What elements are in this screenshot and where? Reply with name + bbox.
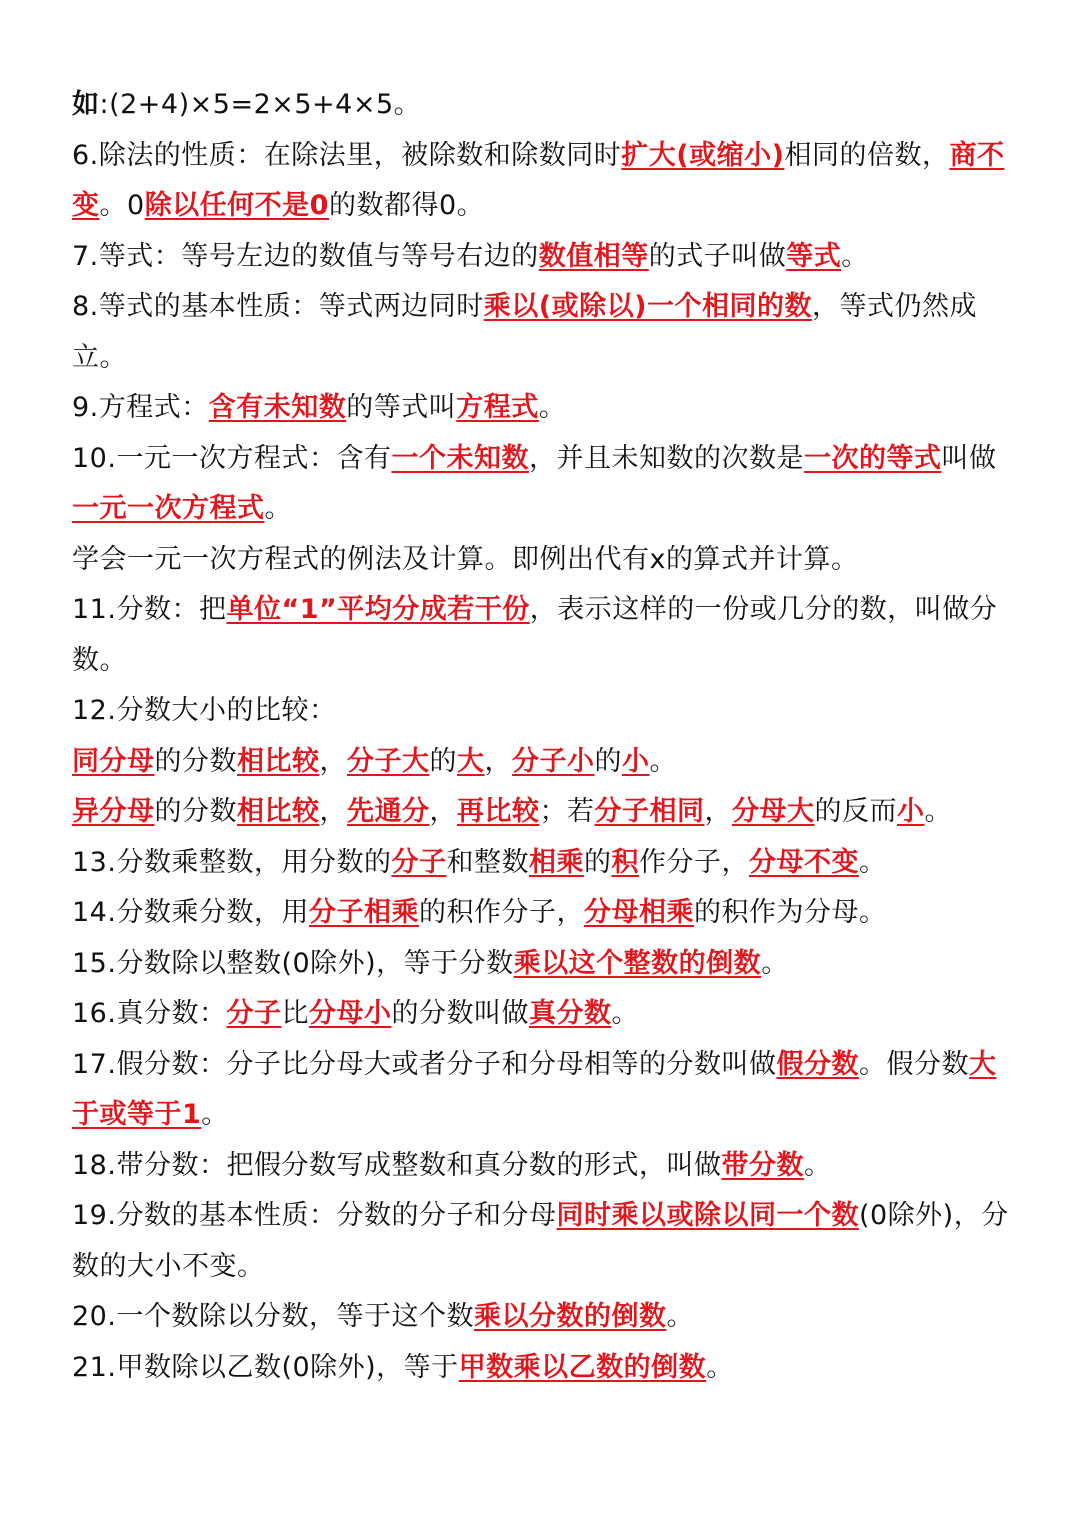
text-segment: 。 <box>611 998 639 1029</box>
text-segment: 8.等式的基本性质：等式两边同时 <box>72 291 484 322</box>
text-segment: 9.方程式： <box>72 392 209 423</box>
paragraph <box>72 131 1022 232</box>
text-segment: 。 <box>264 493 292 524</box>
highlighted-term: 分母小 <box>308 998 392 1029</box>
highlighted-term: 分子相同 <box>594 796 705 827</box>
text-segment: ， <box>704 796 732 827</box>
text-segment: 6.除法的性质：在除法里，被除数和除数同时 <box>72 139 622 171</box>
highlighted-term: 方程式 <box>456 392 539 423</box>
highlighted-term: 先通分 <box>347 796 430 827</box>
highlighted-term: 分母大 <box>732 796 815 827</box>
text-segment: 。假分数 <box>858 1048 969 1080</box>
paragraph <box>72 686 1022 737</box>
paragraph <box>72 1141 1022 1192</box>
text-segment: 的分数 <box>154 745 237 777</box>
text-segment: 。 <box>649 745 677 777</box>
highlighted-term: 分子 <box>226 998 282 1029</box>
highlighted-term: 假分数 <box>776 1048 859 1080</box>
paragraph <box>72 232 1022 283</box>
text-segment: 10.一元一次方程式：含有 <box>72 442 392 474</box>
text-segment: 。 <box>803 1149 832 1181</box>
text-segment: 的 <box>594 745 622 777</box>
paragraph <box>72 1343 1022 1394</box>
text-segment: 11.分数：把 <box>72 594 227 625</box>
text-segment: 18.带分数：把假分数写成整数和真分数的形式，叫做 <box>72 1149 722 1181</box>
text-segment: 14.分数乘分数，用 <box>72 897 309 928</box>
text-segment: 学会一元一次方程式的例法及计算。即例出代有x的算式并计算。 <box>72 543 859 575</box>
paragraph <box>72 1040 1022 1141</box>
text-segment: 。 <box>841 240 869 272</box>
highlighted-term: 小 <box>622 745 650 777</box>
text-segment: 17.假分数：分子比分母大或者分子和分母相等的分数叫做 <box>72 1048 777 1080</box>
paragraph <box>72 1191 1022 1292</box>
highlighted-term: 大于或等于1 <box>72 1048 997 1130</box>
text-segment: 的式子叫做 <box>648 240 787 272</box>
text-segment: ， <box>319 745 347 777</box>
text-segment: ；若 <box>539 796 595 827</box>
highlighted-term: 含有未知数 <box>208 392 347 423</box>
text-segment: 13.分数乘整数，用分数的 <box>72 846 392 878</box>
text-segment: 比 <box>281 998 309 1029</box>
highlighted-term: 一元一次方程式 <box>72 493 265 524</box>
paragraph <box>72 989 1022 1040</box>
highlighted-term: 分母相乘 <box>583 897 694 928</box>
paragraph <box>72 585 1022 686</box>
text-segment: 和整数 <box>446 846 529 878</box>
text-segment: 的分数叫做 <box>391 998 529 1029</box>
highlighted-term: 乘以(或除以)一个相同的数 <box>483 291 812 322</box>
text-segment: 的 <box>429 745 457 777</box>
highlighted-term: 异分母 <box>72 796 155 827</box>
text-segment: 20.一个数除以分数，等于这个数 <box>72 1301 474 1332</box>
highlighted-term: 单位“1”平均分成若干份 <box>226 594 530 625</box>
text-segment: 的等式叫 <box>346 392 457 423</box>
text-segment: 。 <box>706 1351 734 1383</box>
text-segment: 的反而 <box>814 796 897 827</box>
highlighted-term: 一个未知数 <box>391 442 529 474</box>
paragraph <box>72 838 1022 889</box>
highlighted-term: 等式 <box>786 240 842 272</box>
text-segment: 的数都得0。 <box>328 190 485 221</box>
highlighted-term: 甲数乘以乙数的倒数 <box>458 1351 707 1383</box>
highlighted-term: 扩大(或缩小) <box>621 139 785 171</box>
paragraph <box>72 535 1022 586</box>
text-segment: 如 <box>72 89 100 120</box>
text-segment: ，并且未知数的次数是 <box>528 442 804 474</box>
text-segment: 。 <box>666 1301 694 1332</box>
text-segment: 相同的倍数， <box>784 139 950 171</box>
text-segment: 21.甲数除以乙数(0除外)，等于 <box>72 1351 459 1383</box>
text-segment: (0除外)，分数的大小不变。 <box>72 1200 1009 1282</box>
text-segment: ，表示这样的一份或几分的数，叫做分数。 <box>72 594 998 676</box>
text-segment: 作分子， <box>638 846 749 878</box>
highlighted-term: 小 <box>897 796 925 827</box>
highlighted-term: 数值相等 <box>538 240 649 272</box>
text-segment: 19.分数的基本性质：分数的分子和分母 <box>72 1200 557 1231</box>
text-segment: 的 <box>583 846 612 878</box>
highlighted-term: 同分母 <box>72 745 155 777</box>
text-segment: 。 <box>201 1099 229 1130</box>
highlighted-term: 分子相乘 <box>308 897 419 928</box>
paragraph <box>72 737 1022 788</box>
text-segment: 。 <box>761 947 789 979</box>
paragraph <box>72 434 1022 535</box>
paragraph <box>72 888 1022 939</box>
highlighted-term: 带分数 <box>721 1149 804 1181</box>
highlighted-term: 大 <box>457 745 485 777</box>
text-segment: 。 <box>858 846 887 878</box>
highlighted-term: 除以任何不是0 <box>144 190 329 221</box>
text-segment: 15.分数除以整数(0除外)，等于分数 <box>72 947 514 979</box>
text-segment: 。 <box>924 796 952 827</box>
highlighted-term: 真分数 <box>528 998 612 1029</box>
text-segment: 7.等式：等号左边的数值与等号右边的 <box>72 240 539 272</box>
text-segment: ， <box>319 796 347 827</box>
highlighted-term: 分子 <box>391 846 447 878</box>
text-segment: 16.真分数： <box>72 998 227 1029</box>
text-segment: 的分数 <box>154 796 237 827</box>
paragraph <box>72 939 1022 990</box>
document-body <box>72 80 1022 1393</box>
paragraph <box>72 787 1022 838</box>
paragraph <box>72 80 1022 131</box>
text-segment: 。 <box>538 392 567 423</box>
highlighted-term: 同时乘以或除以同一个数 <box>556 1200 859 1231</box>
highlighted-term: 相比较 <box>237 796 320 827</box>
paragraph <box>72 383 1022 434</box>
text-segment: 的积作分子， <box>418 897 584 928</box>
highlighted-term: 乘以分数的倒数 <box>473 1301 667 1332</box>
text-segment: 12.分数大小的比较： <box>72 695 337 726</box>
text-segment: ，等式仍然成立。 <box>72 291 977 373</box>
highlighted-term: 一次的等式 <box>803 442 942 474</box>
highlighted-term: 再比较 <box>457 796 540 827</box>
highlighted-term: 商不变 <box>72 139 1005 221</box>
highlighted-term: 积 <box>611 846 639 878</box>
paragraph <box>72 1292 1022 1343</box>
text-segment: 的积作为分母。 <box>693 897 887 928</box>
highlighted-term: 乘以这个整数的倒数 <box>513 947 762 979</box>
text-segment: ， <box>484 745 512 777</box>
text-segment: 叫做 <box>941 442 997 474</box>
highlighted-term: 分母不变 <box>748 846 859 878</box>
text-segment: :(2+4)×5=2×5+4×5。 <box>99 89 422 120</box>
highlighted-term: 相乘 <box>528 846 584 878</box>
highlighted-term: 分子小 <box>512 745 595 777</box>
highlighted-term: 分子大 <box>347 745 430 777</box>
text-segment: 。0 <box>99 190 145 221</box>
paragraph <box>72 282 1022 383</box>
text-segment: ， <box>429 796 457 827</box>
highlighted-term: 相比较 <box>237 745 320 777</box>
